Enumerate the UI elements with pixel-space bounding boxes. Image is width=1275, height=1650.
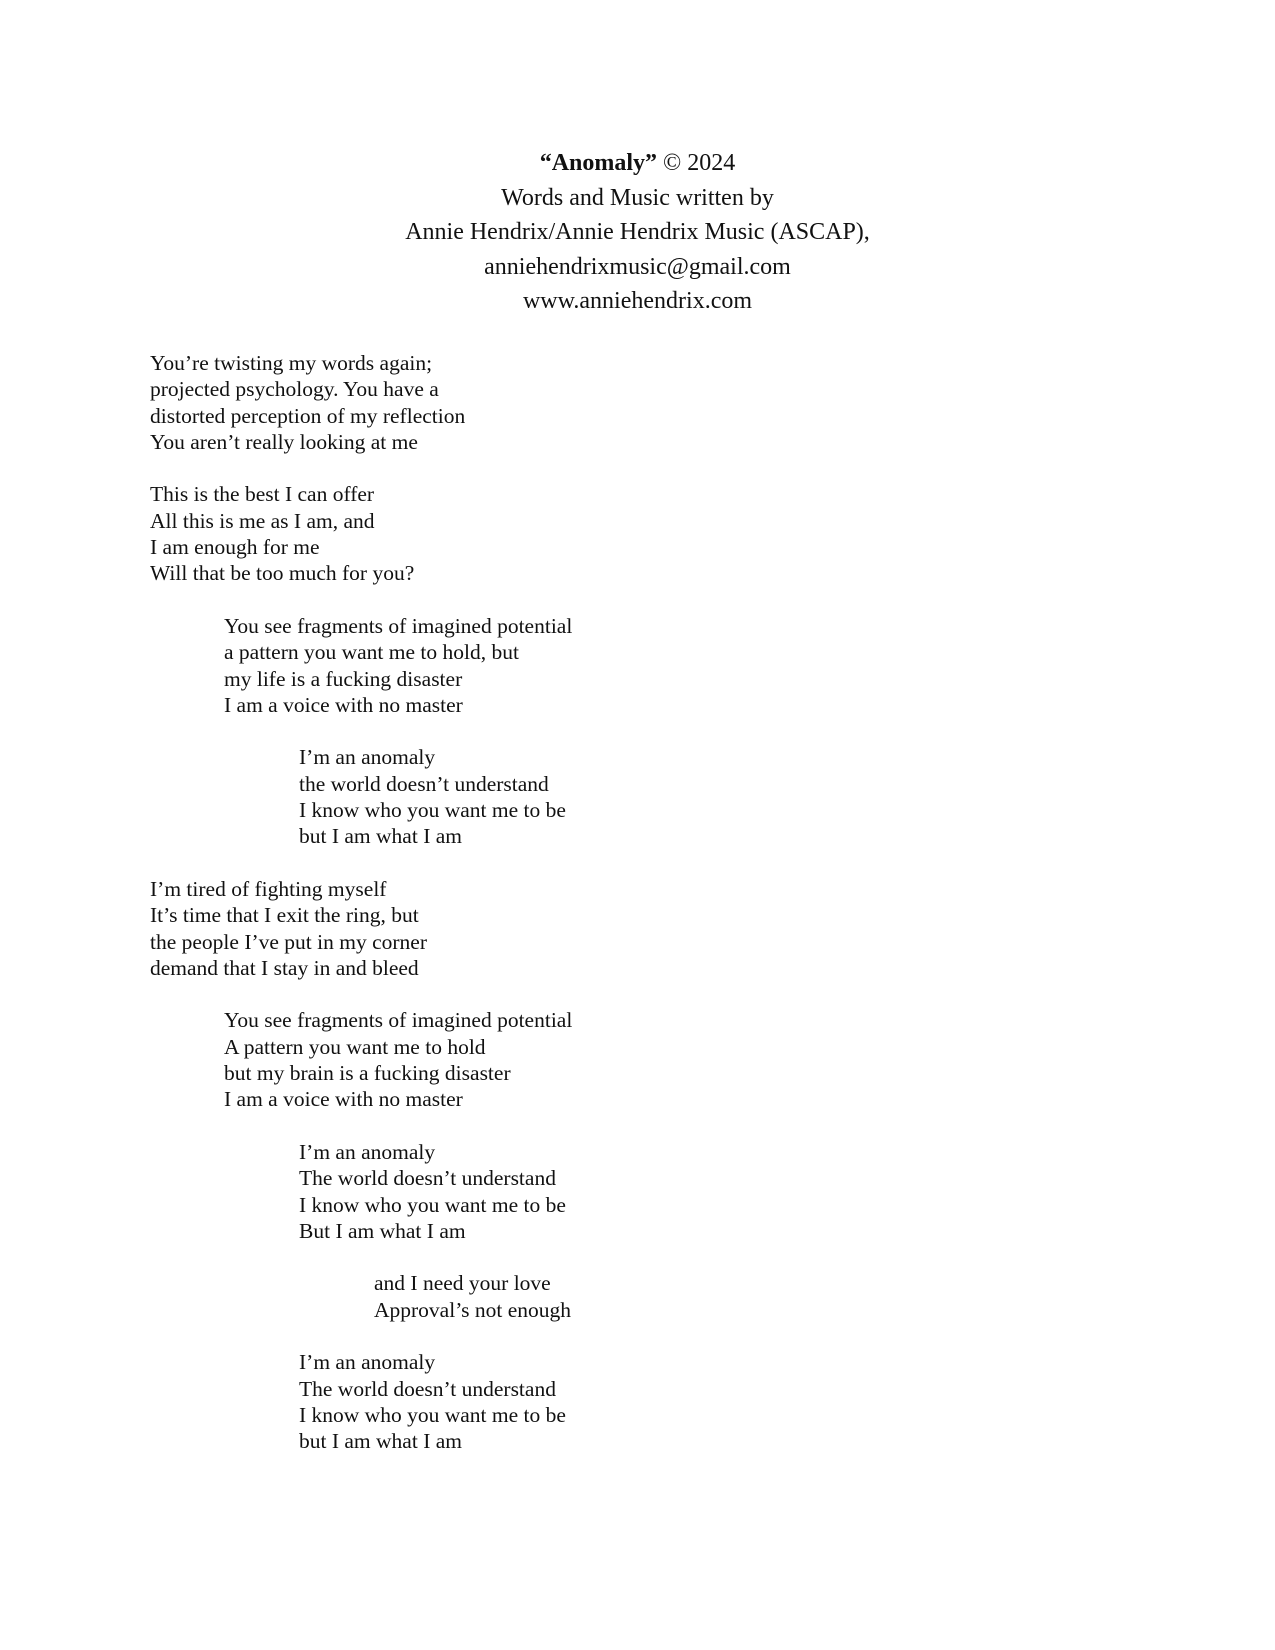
lyric-line: You see fragments of imagined potential — [224, 1008, 573, 1033]
lyric-line: This is the best I can offer — [150, 482, 375, 507]
lyric-line: the people I’ve put in my corner — [150, 929, 428, 954]
lyric-line: my life is a fucking disaster — [224, 666, 463, 691]
lyric-line: demand that I stay in and bleed — [150, 955, 419, 980]
stanza-prechorus-1 — [150, 613, 1050, 718]
lyric-line: projected psychology. You have a — [150, 377, 439, 402]
lyric-line: I am enough for me — [150, 535, 320, 560]
lyric-line: I’m an anomaly — [299, 1350, 436, 1375]
lyric-line: The world doesn’t understand — [299, 1166, 556, 1191]
lyrics-body — [150, 350, 1050, 1481]
lyric-line: The world doesn’t understand — [299, 1376, 556, 1401]
lyric-line: a pattern you want me to hold, but — [224, 640, 519, 665]
stanza-verse-3 — [150, 876, 1050, 981]
copyright-notice: © 2024 — [663, 150, 736, 176]
song-header — [0, 146, 1275, 319]
lyric-line: I am a voice with no master — [224, 1087, 463, 1112]
lyric-line: distorted perception of my reflection — [150, 403, 466, 428]
stanza-chorus-2 — [150, 1139, 1050, 1244]
lyric-line: but I am what I am — [299, 824, 462, 849]
credit-line: Words and Music written by — [501, 184, 774, 211]
lyric-line: I know who you want me to be — [299, 1192, 566, 1217]
stanza-chorus-3 — [150, 1349, 1050, 1454]
stanza-prechorus-2 — [150, 1007, 1050, 1112]
author-line: Annie Hendrix/Annie Hendrix Music (ASCAP), — [405, 219, 870, 245]
lyric-line: and I need your love — [374, 1271, 551, 1296]
lyric-line: I’m tired of fighting myself — [150, 876, 387, 901]
lyric-line: Approval’s not enough — [374, 1297, 572, 1322]
lyric-line: I’m an anomaly — [299, 1139, 436, 1164]
contact-email: anniehendrixmusic@gmail.com — [484, 253, 791, 280]
lyric-line: You aren’t really looking at me — [150, 429, 418, 454]
stanza-chorus-1 — [150, 744, 1050, 849]
lyric-line: Will that be too much for you? — [150, 561, 415, 586]
stanza-verse-1 — [150, 350, 1050, 455]
lyric-line: I am a voice with no master — [224, 692, 463, 717]
stanza-verse-2 — [150, 481, 1050, 586]
lyric-line: You see fragments of imagined potential — [224, 613, 573, 638]
lyric-line: but my brain is a fucking disaster — [224, 1061, 511, 1086]
lyric-line: I know who you want me to be — [299, 1402, 566, 1427]
lyric-line: It’s time that I exit the ring, but — [150, 903, 419, 928]
lyric-line: but I am what I am — [299, 1429, 462, 1454]
lyric-line: A pattern you want me to hold — [224, 1034, 486, 1059]
lyric-line: All this is me as I am, and — [150, 508, 375, 533]
website: www.anniehendrix.com — [522, 288, 753, 314]
song-title: “Anomaly” — [539, 150, 658, 176]
lyric-line: You’re twisting my words again; — [150, 351, 433, 375]
stanza-bridge — [150, 1270, 1050, 1323]
lyric-line: the world doesn’t understand — [299, 771, 549, 796]
title-line — [0, 146, 1275, 181]
lyric-line: But I am what I am — [299, 1218, 466, 1243]
lyric-line: I know who you want me to be — [299, 798, 566, 823]
lyric-line: I’m an anomaly — [299, 745, 436, 770]
